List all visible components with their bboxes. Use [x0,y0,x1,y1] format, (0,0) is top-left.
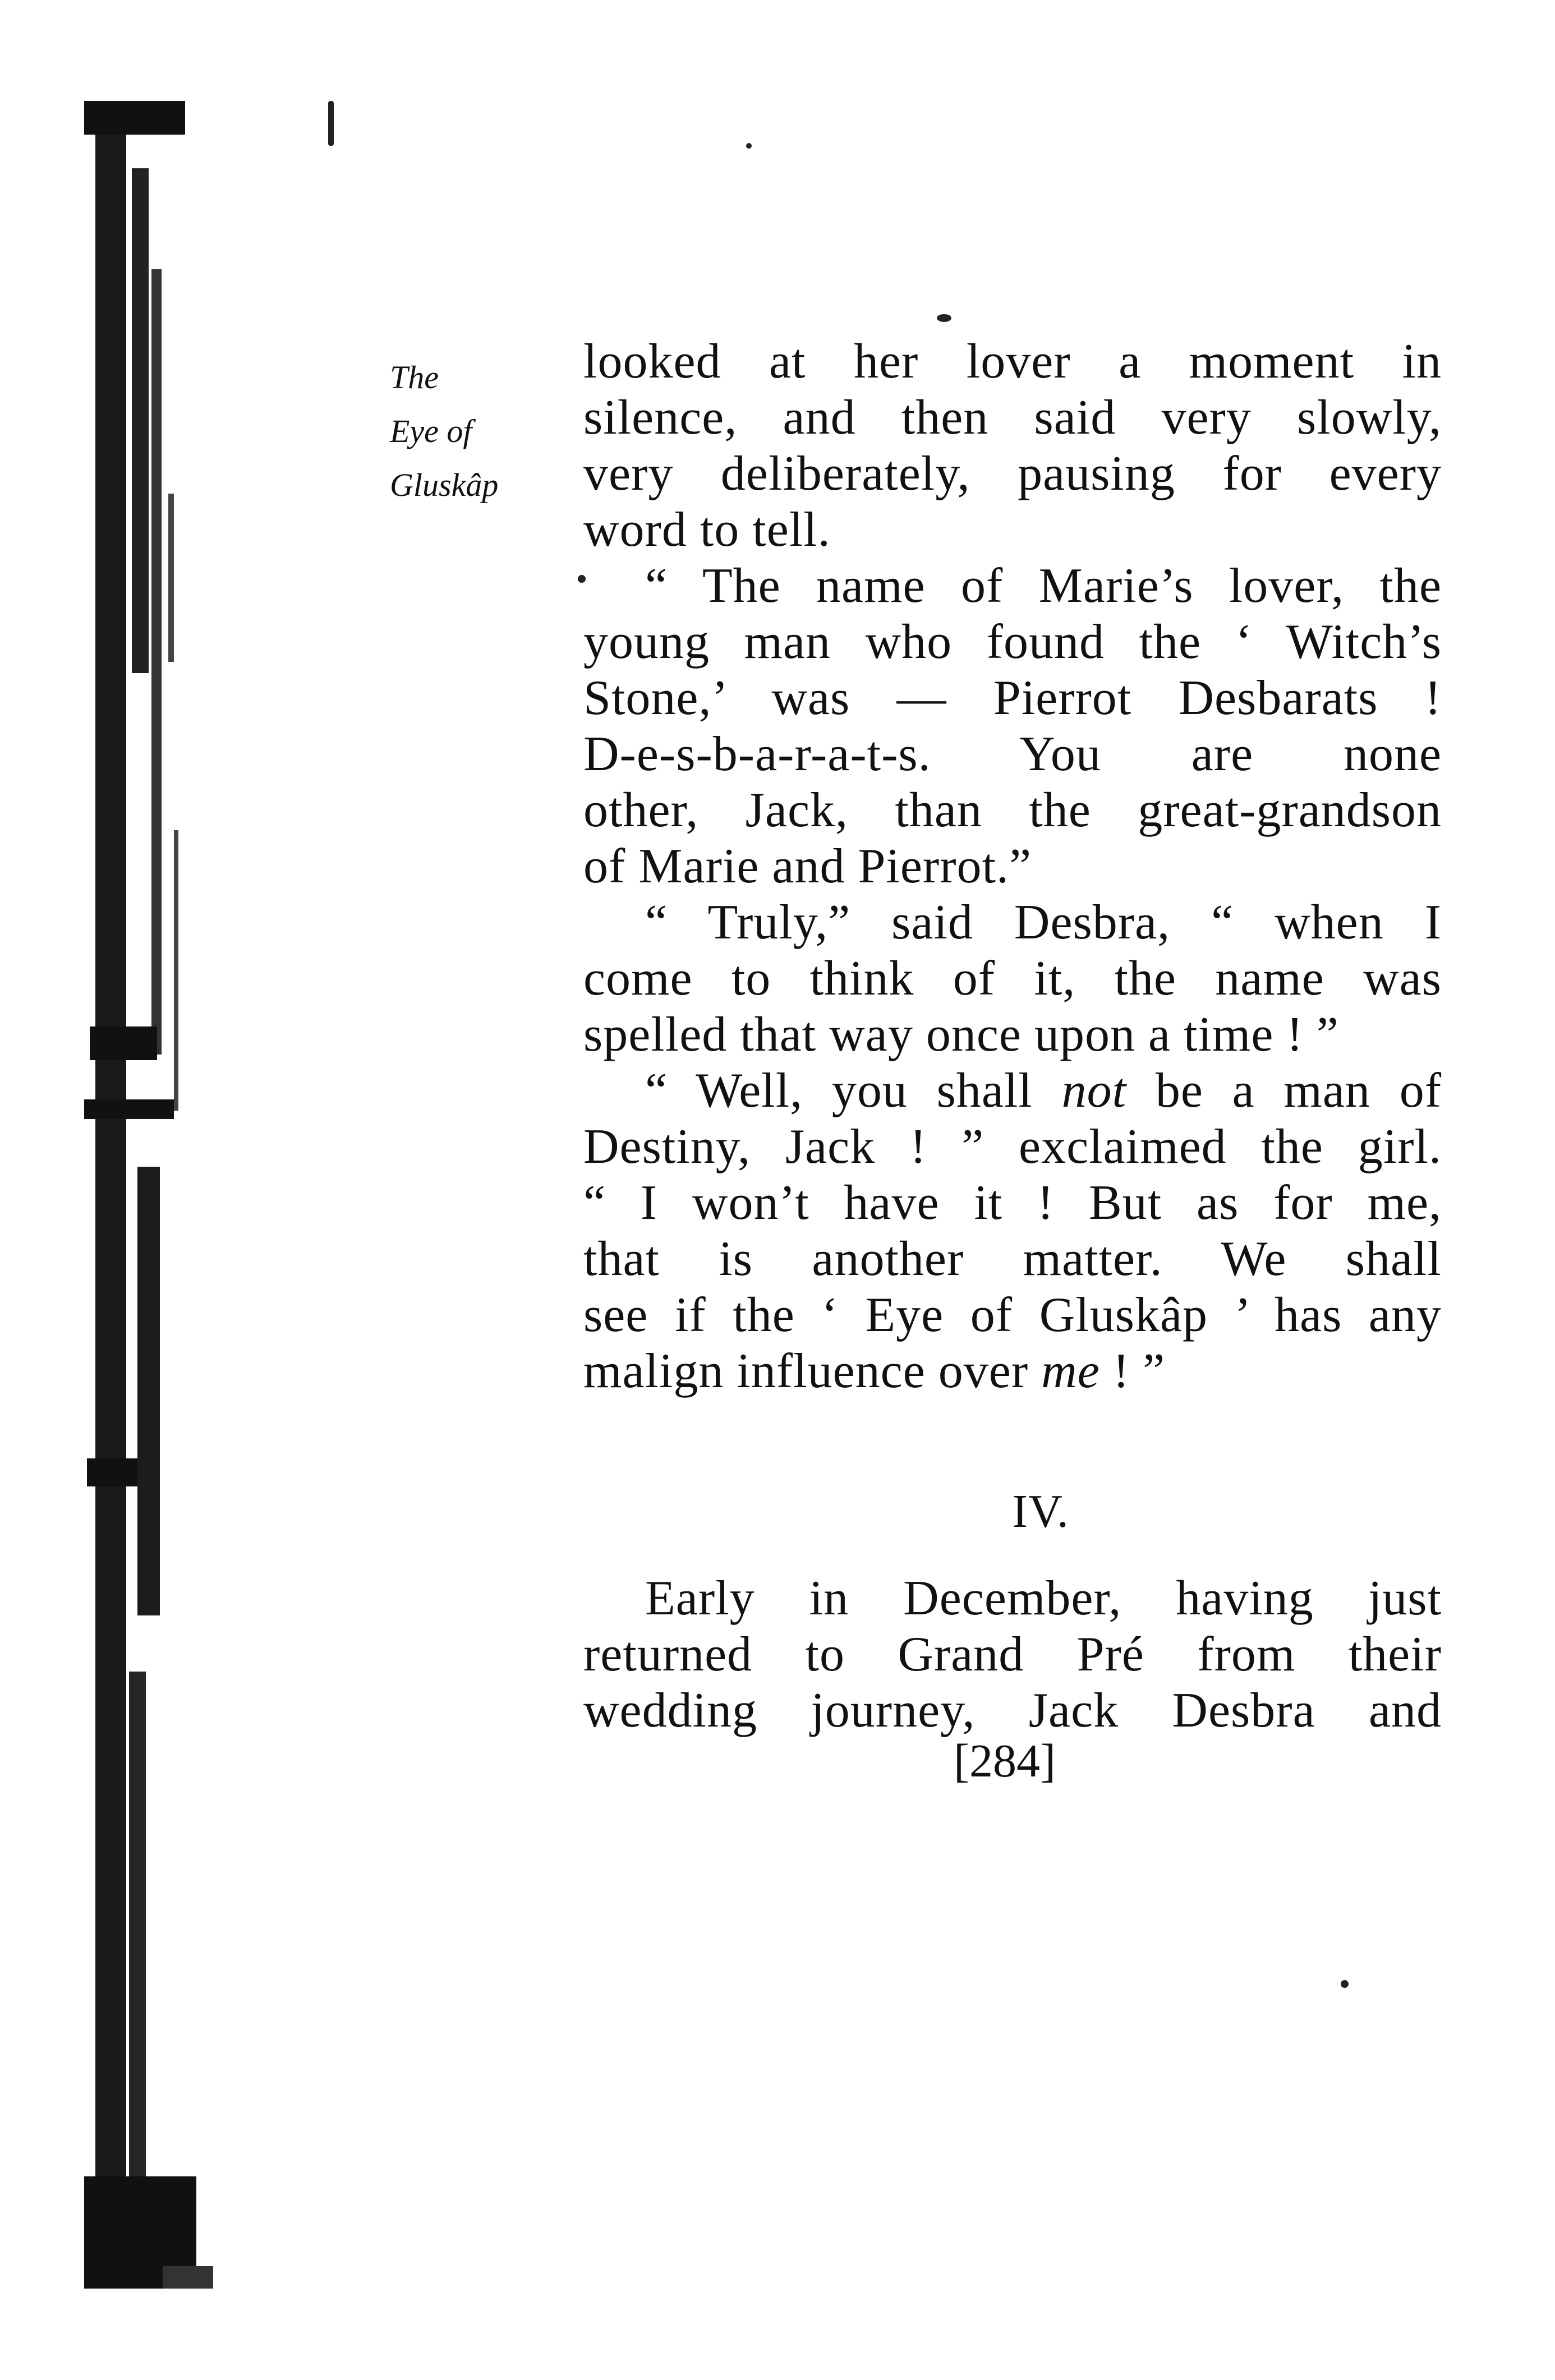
text-line: returned to Grand Pré from their [583,1627,1442,1682]
text-line: Stone,’ was — Pierrot Desbarats ! [583,671,1442,725]
text-line: word to tell. [583,503,831,557]
scan-speck [937,314,951,322]
text-line: looked at her lover a moment in [583,334,1442,389]
text-line: malign influence over me ! ” [583,1344,1166,1398]
scan-speck [746,143,752,149]
page-number: [284] [954,1735,1056,1787]
paragraph [583,558,1442,895]
running-head-line: Gluskâp [390,467,499,503]
scanned-binding-edge [84,101,213,2289]
running-head [390,351,536,512]
paragraph [583,1571,1442,1739]
text-line: very deliberately, pausing for every [583,446,1442,501]
emphasis: me [1041,1344,1100,1398]
text-line: other, Jack, than the great-grandson [583,783,1442,837]
text-line: silence, and then said very slowly, [583,390,1442,445]
text-line: Destiny, Jack ! ” exclaimed the girl. [583,1120,1442,1174]
text-line: “ Well, you shall not be a man of [645,1064,1442,1118]
text-line: D-e-s-b-a-r-a-t-s. You are none [583,727,1442,781]
text-line: Early in December, having just [645,1571,1442,1626]
text-line: see if the ‘ Eye of Gluskâp ’ has any [583,1288,1442,1342]
text-line: spelled that way once upon a time ! ” [583,1007,1339,1062]
running-head-line: Eye of [390,413,472,449]
text-line: come to think of it, the name was [583,951,1442,1006]
text-line: of Marie and Pierrot.” [583,839,1032,894]
text-line: young man who found the ‘ Witch’s [583,615,1442,669]
scan-speck [1341,1980,1349,1988]
section-heading: IV. [1012,1485,1069,1537]
text-line: wedding journey, Jack Desbra and [583,1683,1442,1738]
text-line: that is another matter. We shall [583,1232,1442,1286]
scan-mark [328,101,334,146]
text-line: “ The name of Marie’s lover, the [645,559,1442,613]
paragraph [583,895,1442,1063]
body-text [583,334,1442,1739]
paragraph [583,1063,1442,1400]
text-line: “ I won’t have it ! But as for me, [583,1176,1442,1230]
text-line: “ Truly,” said Desbra, “ when I [645,895,1442,950]
paragraph [583,334,1442,558]
running-head-line: The [390,359,439,395]
emphasis: not [1061,1064,1127,1118]
